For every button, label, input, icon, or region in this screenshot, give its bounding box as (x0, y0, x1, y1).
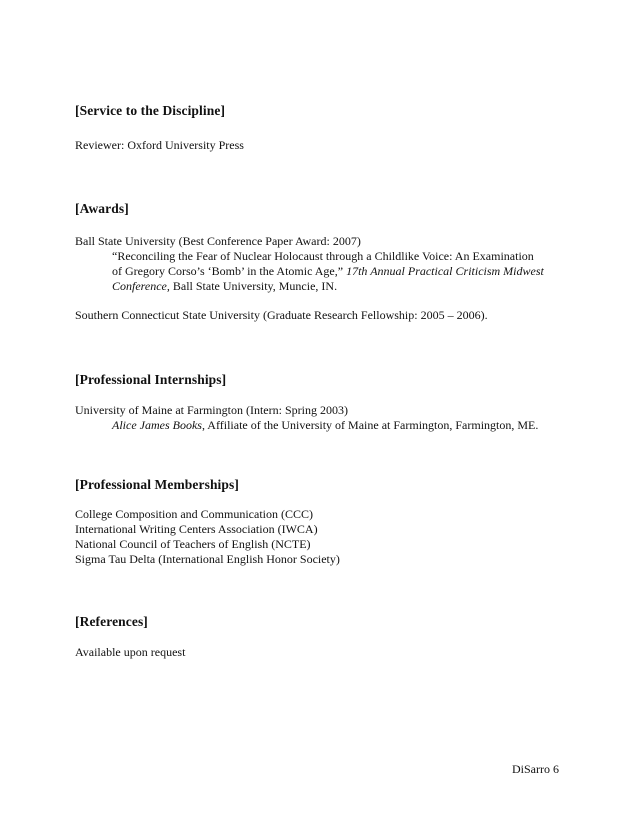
section-heading-references: [References] (75, 614, 148, 629)
section-heading-service: [Service to the Discipline] (75, 103, 226, 118)
internship-maine: University of Maine at Farmington (Intern: Spring 2003) (75, 403, 348, 417)
section-heading-internships: [Professional Internships] (75, 372, 227, 387)
award-conference-name: 17th Annual Practical Criticism Midwest (346, 264, 544, 278)
service-reviewer: Reviewer: Oxford University Press (75, 138, 244, 152)
internship-ajb-name: Alice James Books (112, 418, 202, 432)
internship-ajb (112, 418, 538, 433)
membership-item: National Council of Teachers of English (NCTE) (75, 537, 311, 551)
membership-item: College Composition and Communication (CCC) (75, 507, 313, 521)
internship-ajb-affiliation: , Affiliate of the University of Maine at Farmington, Farmington, ME. (201, 418, 539, 432)
award-conference-word: Conference, (112, 279, 170, 293)
page-footer: DiSarro 6 (512, 762, 559, 776)
award-location: Ball State University, Muncie, IN. (169, 279, 338, 293)
award-paper-line-2 (112, 264, 544, 279)
award-ball-state: Ball State University (Best Conference Paper Award: 2007) (75, 234, 361, 248)
section-heading-memberships: [Professional Memberships] (75, 477, 239, 492)
award-paper-line-1: “Reconciling the Fear of Nuclear Holocaust through a Childlike Voice: An Examination (112, 249, 534, 263)
award-paper-title-part: of Gregory Corso’s ‘Bomb’ in the Atomic Age,” (112, 264, 347, 278)
membership-item: Sigma Tau Delta (International English Honor Society) (75, 552, 340, 566)
award-paper-line-3 (112, 279, 337, 294)
section-heading-awards: [Awards] (75, 201, 129, 216)
award-southern: Southern Connecticut State University (Graduate Research Fellowship: 2005 – 2006). (75, 308, 488, 322)
membership-item: International Writing Centers Association (IWCA) (75, 522, 318, 536)
references-text: Available upon request (75, 645, 186, 659)
